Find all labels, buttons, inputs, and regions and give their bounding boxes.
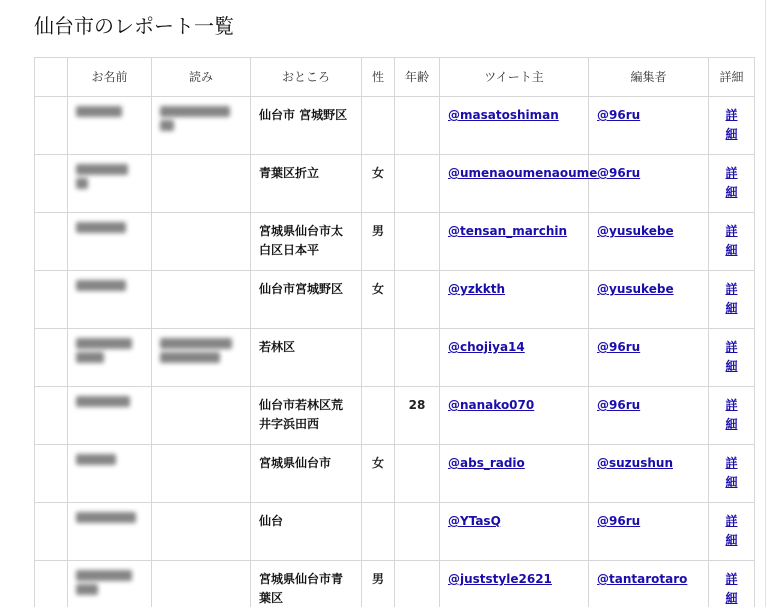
age-cell	[395, 271, 440, 329]
editor-cell	[589, 503, 709, 561]
reading-cell-blurred	[152, 329, 251, 387]
blurred-name	[76, 454, 143, 465]
tweeter-link[interactable]: @abs_radio	[448, 456, 525, 470]
editor-cell	[589, 561, 709, 607]
address-cell: 仙台市 宮城野区	[251, 97, 362, 155]
table-row	[35, 213, 755, 271]
name-cell-blurred	[68, 155, 152, 213]
table-row	[35, 445, 755, 503]
row-blank-cell	[35, 329, 68, 387]
blurred-reading	[160, 106, 242, 131]
header-name: お名前	[68, 58, 152, 97]
address-cell: 仙台市若林区荒井字浜田西	[251, 387, 362, 445]
age-cell	[395, 329, 440, 387]
table-row	[35, 329, 755, 387]
detail-link[interactable]: 詳細	[725, 224, 738, 257]
editor-link[interactable]: @96ru	[597, 340, 641, 354]
row-blank-cell	[35, 561, 68, 607]
table-header-row	[35, 58, 755, 97]
row-blank-cell	[35, 97, 68, 155]
editor-cell	[589, 213, 709, 271]
editor-cell	[589, 97, 709, 155]
header-age: 年齢	[395, 58, 440, 97]
address-cell: 青葉区折立	[251, 155, 362, 213]
name-cell-blurred	[68, 271, 152, 329]
age-cell	[395, 503, 440, 561]
tweeter-cell	[440, 213, 589, 271]
detail-link[interactable]: 詳細	[725, 514, 738, 547]
table-row	[35, 561, 755, 607]
blurred-name	[76, 570, 143, 595]
editor-link[interactable]: @suzushun	[597, 456, 673, 470]
editor-link[interactable]: @yusukebe	[597, 282, 674, 296]
blurred-name	[76, 164, 143, 189]
address-cell: 若林区	[251, 329, 362, 387]
tweeter-link[interactable]: @chojiya14	[448, 340, 525, 354]
table-row	[35, 97, 755, 155]
reading-cell-blurred	[152, 503, 251, 561]
address-cell: 仙台	[251, 503, 362, 561]
blurred-name	[76, 222, 143, 233]
header-blank	[35, 58, 68, 97]
reading-cell-blurred	[152, 445, 251, 503]
sex-cell	[362, 97, 395, 155]
age-cell	[395, 155, 440, 213]
tweeter-cell	[440, 329, 589, 387]
sex-cell	[362, 329, 395, 387]
header-editor: 編集者	[589, 58, 709, 97]
row-blank-cell	[35, 213, 68, 271]
header-reading: 読み	[152, 58, 251, 97]
detail-link[interactable]: 詳細	[725, 282, 738, 315]
name-cell-blurred	[68, 445, 152, 503]
editor-link[interactable]: @tantarotaro	[597, 572, 688, 586]
reading-cell-blurred	[152, 213, 251, 271]
editor-cell	[589, 445, 709, 503]
tweeter-cell	[440, 387, 589, 445]
header-detail: 詳細	[709, 58, 755, 97]
row-blank-cell	[35, 445, 68, 503]
tweeter-cell	[440, 155, 598, 213]
blurred-name	[76, 106, 143, 117]
name-cell-blurred	[68, 97, 152, 155]
detail-cell	[709, 561, 755, 607]
report-table	[34, 57, 755, 607]
page-title: 仙台市のレポート一覧	[34, 14, 234, 38]
header-address: おところ	[251, 58, 362, 97]
tweeter-link[interactable]: @YTasQ	[448, 514, 501, 528]
editor-link[interactable]: @96ru	[597, 398, 641, 412]
tweeter-link[interactable]: @nanako070	[448, 398, 535, 412]
name-cell-blurred	[68, 387, 152, 445]
header-sex: 性	[362, 58, 395, 97]
blurred-name	[76, 338, 143, 363]
tweeter-link[interactable]: @umenaoumenaoume	[448, 166, 598, 180]
editor-cell	[589, 387, 709, 445]
editor-link[interactable]: @96ru	[597, 166, 641, 180]
editor-link[interactable]: @96ru	[597, 514, 641, 528]
header-tweeter: ツイート主	[440, 58, 589, 97]
sex-cell: 女	[362, 155, 395, 213]
blurred-reading	[160, 338, 242, 363]
address-cell: 仙台市宮城野区	[251, 271, 362, 329]
row-blank-cell	[35, 155, 68, 213]
detail-cell	[709, 387, 755, 445]
sex-cell: 男	[362, 213, 395, 271]
row-blank-cell	[35, 387, 68, 445]
detail-cell	[709, 155, 755, 213]
sex-cell: 男	[362, 561, 395, 607]
age-cell	[395, 213, 440, 271]
tweeter-cell	[440, 445, 589, 503]
age-cell: 28	[395, 387, 440, 445]
blurred-name	[76, 512, 143, 523]
name-cell-blurred	[68, 329, 152, 387]
editor-cell	[589, 271, 709, 329]
blurred-name	[76, 280, 143, 291]
detail-cell	[709, 271, 755, 329]
sex-cell	[362, 503, 395, 561]
editor-cell	[589, 155, 709, 213]
tweeter-link[interactable]: @yzkkth	[448, 282, 506, 296]
sex-cell: 女	[362, 271, 395, 329]
sex-cell: 女	[362, 445, 395, 503]
age-cell	[395, 445, 440, 503]
reading-cell-blurred	[152, 271, 251, 329]
tweeter-cell	[440, 97, 589, 155]
editor-link[interactable]: @96ru	[597, 108, 641, 122]
detail-cell	[709, 503, 755, 561]
detail-cell	[709, 97, 755, 155]
tweeter-cell	[440, 561, 589, 607]
detail-link[interactable]: 詳細	[725, 340, 738, 373]
detail-link[interactable]: 詳細	[725, 572, 738, 605]
tweeter-link[interactable]: @tensan_marchin	[448, 224, 568, 238]
address-cell: 宮城県仙台市	[251, 445, 362, 503]
detail-link[interactable]: 詳細	[725, 398, 738, 431]
name-cell-blurred	[68, 561, 152, 607]
row-blank-cell	[35, 271, 68, 329]
table-row	[35, 503, 755, 561]
tweeter-link[interactable]: @juststyle2621	[448, 572, 552, 586]
tweeter-link[interactable]: @masatoshiman	[448, 108, 559, 122]
table-row	[35, 271, 755, 329]
name-cell-blurred	[68, 213, 152, 271]
detail-cell	[709, 329, 755, 387]
address-cell: 宮城県仙台市青葉区	[251, 561, 362, 607]
tweeter-cell	[440, 503, 589, 561]
reading-cell-blurred	[152, 561, 251, 607]
reading-cell-blurred	[152, 155, 251, 213]
detail-link[interactable]: 詳細	[725, 456, 738, 489]
age-cell	[395, 97, 440, 155]
tweeter-cell	[440, 271, 589, 329]
detail-link[interactable]: 詳細	[725, 108, 738, 141]
table-row	[35, 155, 755, 213]
editor-cell	[589, 329, 709, 387]
table-row	[35, 387, 755, 445]
editor-link[interactable]: @yusukebe	[597, 224, 674, 238]
scroll-edge-divider	[765, 0, 766, 607]
address-cell: 宮城県仙台市太白区日本平	[251, 213, 362, 271]
blurred-name	[76, 396, 143, 407]
sex-cell	[362, 387, 395, 445]
reading-cell-blurred	[152, 387, 251, 445]
name-cell-blurred	[68, 503, 152, 561]
age-cell	[395, 561, 440, 607]
detail-cell	[709, 445, 755, 503]
reading-cell-blurred	[152, 97, 251, 155]
row-blank-cell	[35, 503, 68, 561]
detail-cell	[709, 213, 755, 271]
detail-link[interactable]: 詳細	[725, 166, 738, 199]
